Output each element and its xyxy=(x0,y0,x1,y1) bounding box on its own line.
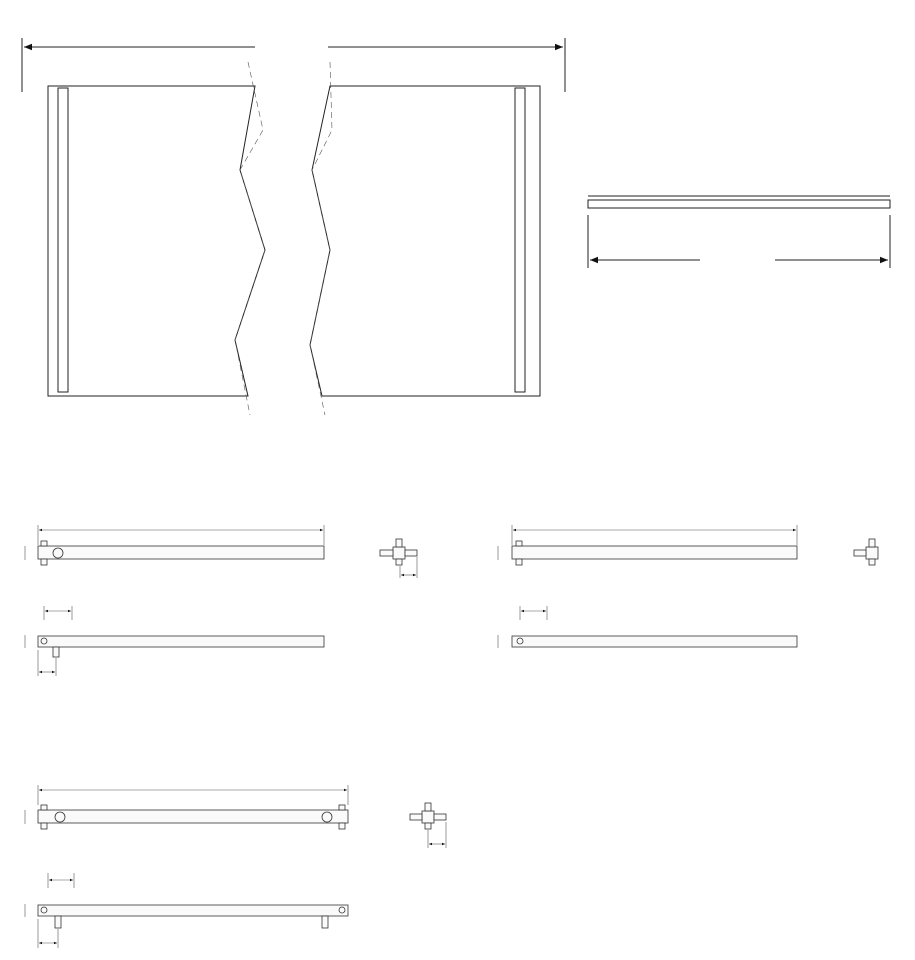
panel-side-view xyxy=(588,196,890,268)
panel-length-dimension xyxy=(22,38,565,92)
end-collector xyxy=(498,525,878,648)
partition-collector-front-view xyxy=(25,873,348,948)
end-collector-top-view xyxy=(498,525,797,565)
standard-collector-top-view xyxy=(25,525,324,565)
panel-top-view xyxy=(22,38,565,415)
standard-collector-front-view xyxy=(25,606,324,676)
partition-collector-end-view xyxy=(410,803,446,848)
end-collector-end-view xyxy=(854,539,878,565)
partition-collector-top-view xyxy=(25,785,348,829)
standard-collector-end-view xyxy=(380,539,417,578)
panel-right-section xyxy=(310,86,540,396)
standard-collector xyxy=(25,525,417,676)
panel-left-section xyxy=(48,86,265,396)
partition-collector xyxy=(25,785,446,948)
end-collector-front-view xyxy=(498,606,797,648)
